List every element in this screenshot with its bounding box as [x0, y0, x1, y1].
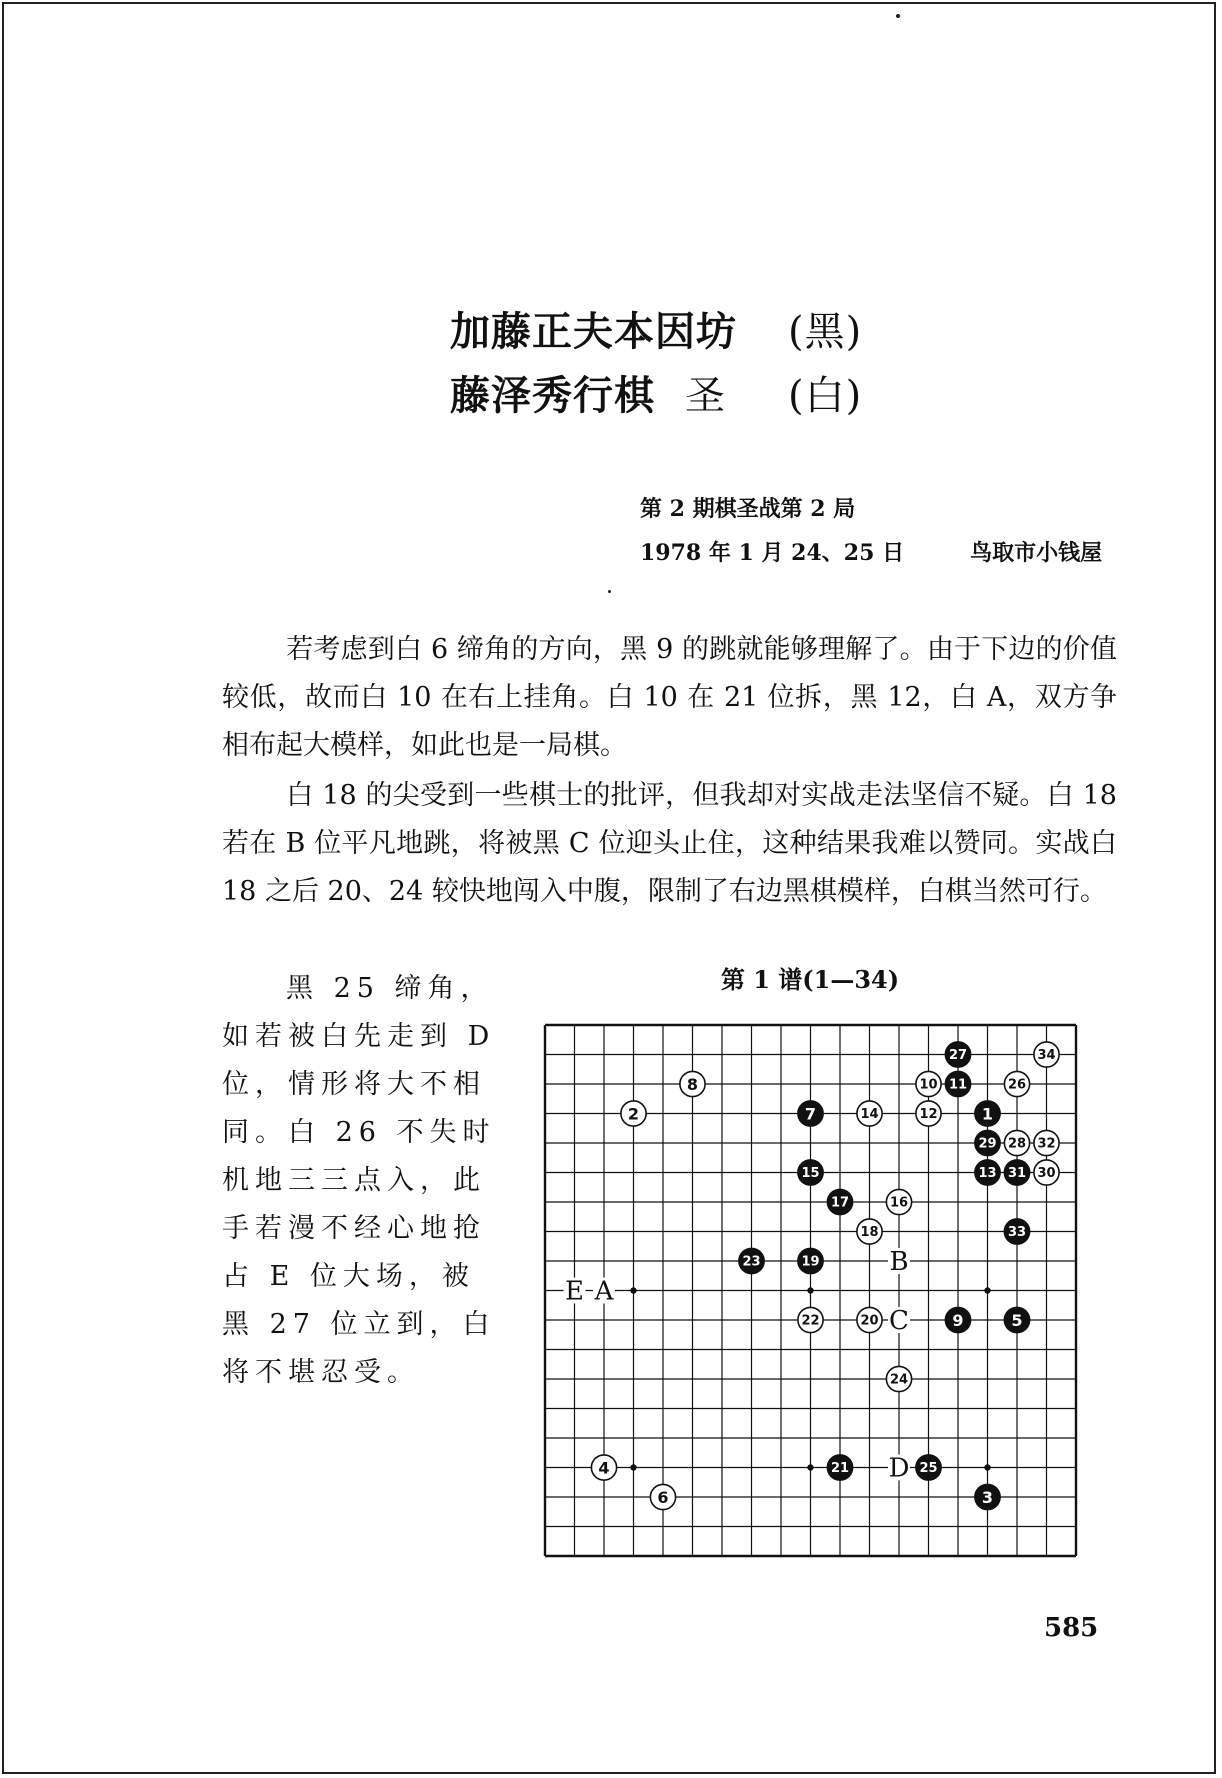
star-point [807, 1287, 813, 1293]
stone-number: 20 [860, 1313, 879, 1329]
star-point [807, 1464, 813, 1470]
stone-number: 13 [978, 1166, 997, 1182]
stone-number: 28 [1007, 1136, 1027, 1152]
stone-number: 26 [1007, 1077, 1027, 1093]
stone-number: 1 [981, 1104, 994, 1124]
go-board-figure [540, 1020, 1084, 1564]
stone-number: 5 [1011, 1310, 1023, 1330]
stone-number: 32 [1037, 1136, 1056, 1152]
star-point [630, 1287, 636, 1293]
paragraph-text: 白 18 的尖受到一些棋士的批评，但我却对实战走法坚信不疑。白 18 若在 B 位平凡地跳，将被黑 C 位迎头止住，这种结果我难以赞同。实战白 18 之后 20、24 较快地闯入中腹，限制了右边黑棋模样，白棋当然可行。 [222, 780, 1117, 907]
stone-number: 33 [1007, 1225, 1027, 1241]
board-mark-label: D [888, 1453, 910, 1484]
stone-number: 27 [948, 1048, 968, 1064]
commentary-paragraph [222, 772, 1117, 916]
commentary-paragraph [222, 626, 1117, 770]
stone-number: 22 [801, 1313, 820, 1329]
star-point [984, 1287, 990, 1293]
print-speck [896, 14, 900, 18]
stone-number: 10 [919, 1077, 938, 1093]
board-mark-label: B [889, 1247, 909, 1277]
white-color-label: (白) [788, 373, 863, 419]
page-number: 585 [1044, 1613, 1099, 1643]
stone-number: 21 [830, 1461, 850, 1477]
date-location-row [640, 531, 1102, 575]
star-point [984, 1464, 990, 1470]
stone-number: 15 [801, 1166, 820, 1182]
event-name: 第 2 期棋圣战第 2 局 [640, 496, 856, 522]
stone-number: 19 [801, 1254, 820, 1270]
stone-number: 25 [919, 1461, 938, 1477]
stone-number: 6 [657, 1487, 669, 1507]
go-board [540, 1020, 1084, 1560]
paragraph-text: 黑 25 缔角，如若被白先走到 D 位，情形将大不相同。白 26 不失时机地三三点入，此手若漫不经心地抢占 E 位大场，被黑 27 位立到，白将不堪忍受。 [222, 973, 496, 1388]
stone-number: 7 [804, 1104, 817, 1124]
white-player-name: 藤泽秀行棋 [450, 372, 655, 419]
stone-number: 14 [860, 1107, 879, 1123]
print-speck [608, 590, 611, 593]
game-location: 鸟取市小钱屋 [970, 540, 1103, 566]
stone-number: 31 [1007, 1166, 1027, 1182]
black-player-line [450, 300, 862, 364]
stone-number: 12 [919, 1107, 938, 1123]
stone-number: 2 [627, 1104, 640, 1124]
figure-caption: 第 1 谱(1—34) [720, 965, 900, 994]
stone-number: 3 [981, 1487, 994, 1507]
board-mark-label: A [594, 1276, 614, 1307]
black-player-name: 加藤正夫本因坊 [450, 308, 737, 355]
stone-number: 16 [889, 1195, 909, 1211]
board-mark-label: C [889, 1306, 909, 1336]
stone-number: 24 [889, 1372, 909, 1388]
commentary-sidebar [222, 965, 498, 1397]
stone-number: 23 [742, 1254, 761, 1270]
game-info [640, 487, 1102, 575]
stone-number: 9 [952, 1310, 964, 1330]
white-player-title: 圣 [685, 373, 726, 419]
board-mark-label: E [565, 1276, 584, 1307]
black-color-label: (黑) [788, 309, 863, 355]
stone-number: 17 [830, 1195, 850, 1211]
title-block [450, 300, 862, 428]
game-date: 1978 年 1 月 24、25 日 [640, 540, 905, 566]
stone-number: 29 [978, 1136, 997, 1152]
stone-number: 8 [686, 1074, 699, 1094]
stone-number: 34 [1037, 1048, 1056, 1064]
star-point [630, 1464, 636, 1470]
white-player-line [450, 364, 862, 428]
stone-number: 11 [948, 1077, 968, 1093]
stone-number: 4 [598, 1458, 610, 1478]
stone-number: 30 [1037, 1166, 1056, 1182]
paragraph-text: 若考虑到白 6 缔角的方向，黑 9 的跳就能够理解了。由于下边的价值较低，故而白 10 在右上挂角。白 10 在 21 位拆，黑 12，白 A，双方争相布起大模样，如此也是一局棋。 [222, 634, 1117, 761]
stone-number: 18 [860, 1225, 879, 1241]
